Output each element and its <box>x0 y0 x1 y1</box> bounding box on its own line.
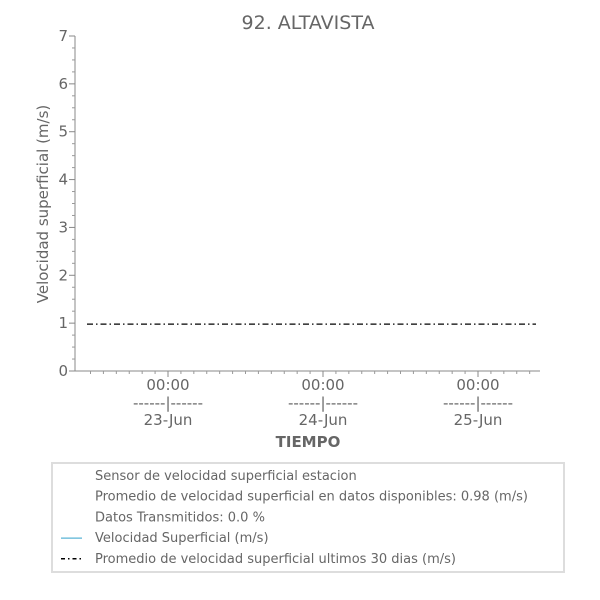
y-tick-label: 2 <box>58 266 68 285</box>
y-tick-label: 4 <box>58 170 68 189</box>
y-tick-label: 3 <box>58 218 68 237</box>
legend-entry: Datos Transmitidos: 0.0 % <box>95 510 265 526</box>
y-tick-label: 7 <box>58 27 68 45</box>
x-tick-label: 25-Jun <box>453 411 503 429</box>
legend-entry: Promedio de velocidad superficial en datos disponibles: 0.98 (m/s) <box>95 489 528 505</box>
y-axis-label: Velocidad superficial (m/s) <box>34 104 52 304</box>
x-tick-label: ------|------ <box>132 394 204 412</box>
x-tick-label: 24-Jun <box>298 411 348 429</box>
chart-title: 92. ALTAVISTA <box>241 12 375 34</box>
legend-entry: Sensor de velocidad superficial estacion <box>95 469 357 484</box>
legend-entry: Velocidad Superficial (m/s) <box>95 531 269 547</box>
y-tick-label: 0 <box>58 362 68 380</box>
x-axis-label: TIEMPO <box>275 433 341 451</box>
x-tick-label: ------|------ <box>442 394 514 412</box>
y-tick-label: 5 <box>58 122 68 141</box>
y-tick-label: 6 <box>58 74 68 93</box>
legend-entry: Promedio de velocidad superficial ultimos 30 dias (m/s) <box>95 551 456 567</box>
x-tick-label: 00:00 <box>146 376 190 394</box>
y-tick-label: 1 <box>58 314 68 333</box>
x-tick-label: ------|------ <box>287 394 359 412</box>
x-tick-label: 00:00 <box>301 376 345 394</box>
x-tick-label: 23-Jun <box>143 411 193 429</box>
x-tick-label: 00:00 <box>456 376 500 394</box>
